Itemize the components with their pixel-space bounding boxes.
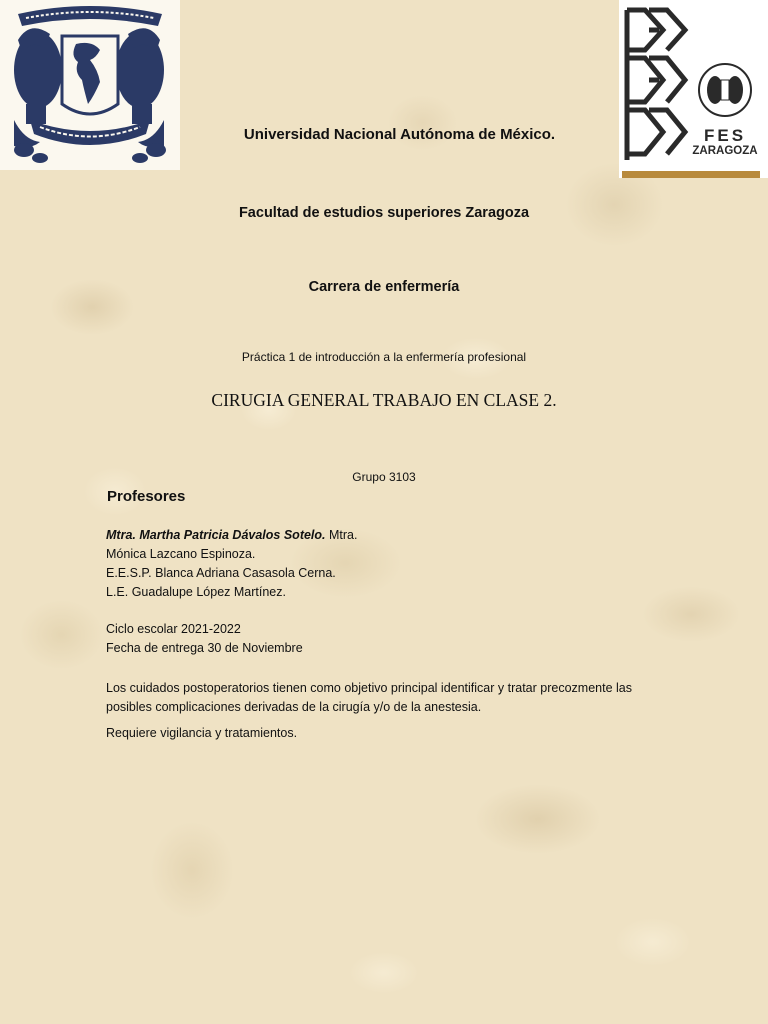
document-title: CIRUGIA GENERAL TRABAJO EN CLASE 2.: [211, 390, 557, 410]
practice-subtitle: Práctica 1 de introducción a la enfermería profesional: [241, 350, 527, 364]
professor-line: E.E.S.P. Blanca Adriana Casasola Cerna.: [106, 566, 336, 580]
fes-logo-line2: ZARAGOZA: [692, 145, 758, 157]
school-cycle: Ciclo escolar 2021-2022: [106, 622, 241, 636]
professor-name-bold: Mtra. Martha Patricia Dávalos Sotelo.: [106, 528, 326, 542]
professor-line-rest: Mtra.: [325, 528, 358, 542]
professor-line: [106, 528, 357, 542]
body-paragraph: Requiere vigilancia y tratamientos.: [106, 726, 298, 740]
university-title: Universidad Nacional Autónoma de México.: [243, 126, 556, 143]
fes-logo-line1: FES: [703, 126, 747, 145]
professor-line: Mónica Lazcano Espinoza.: [106, 547, 256, 561]
delivery-date: Fecha de entrega 30 de Noviembre: [106, 641, 303, 655]
professors-heading: Profesores: [107, 488, 186, 505]
group-label: Grupo 3103: [352, 470, 416, 484]
career-title: Carrera de enfermería: [308, 279, 460, 295]
fes-logo-gold-bar: [622, 171, 760, 178]
faculty-title: Facultad de estudios superiores Zaragoza: [238, 205, 530, 221]
unam-logo: [0, 0, 180, 170]
fes-zaragoza-logo: [619, 0, 768, 178]
unam-seal-icon: [0, 0, 180, 170]
body-paragraph: Los cuidados postoperatorios tienen como objetivo principal identificar y tratar precozmente las posibles complicaciones derivadas de la cirugía y/o de la anestesia.: [106, 681, 632, 714]
professor-line: L.E. Guadalupe López Martínez.: [106, 585, 286, 599]
